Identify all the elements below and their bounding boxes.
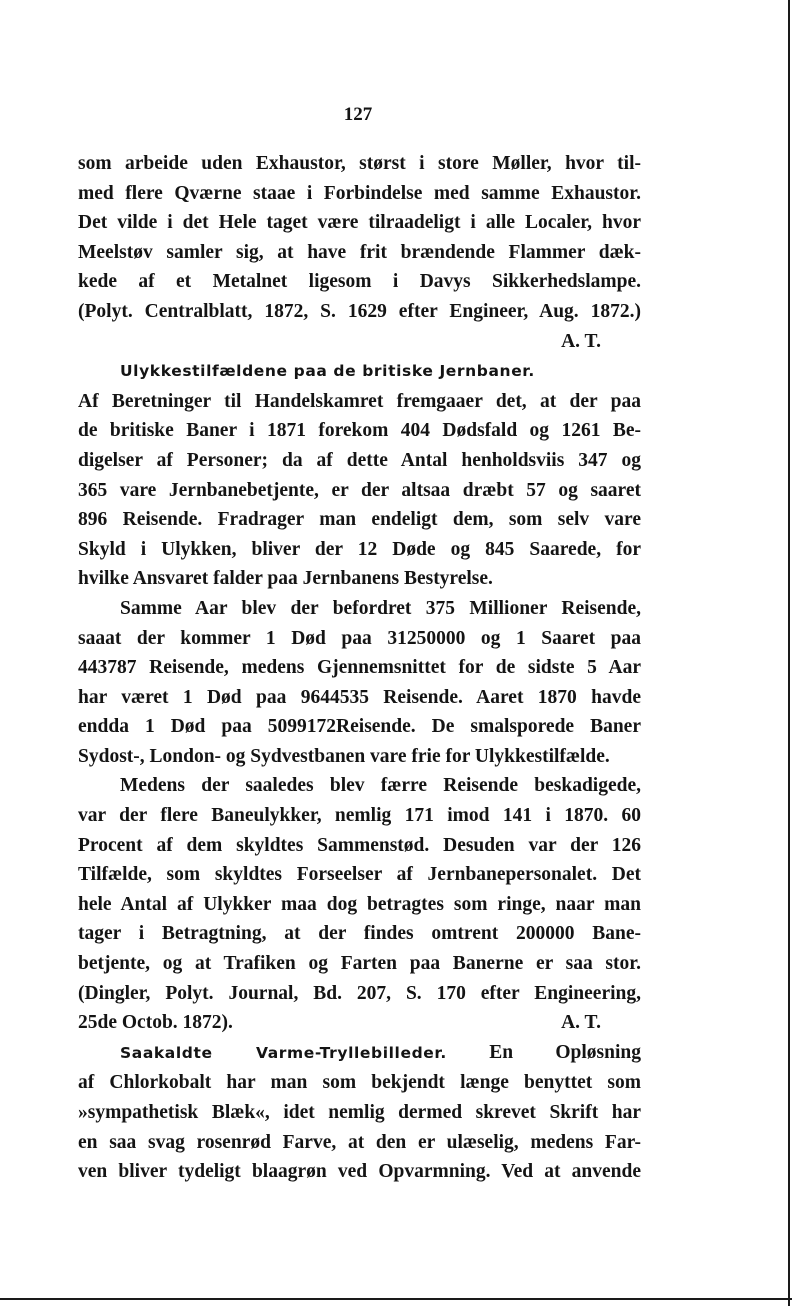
text-line: 365 vare Jernbanebetjente, er der altsaa dræbt 57 og saaret <box>78 479 641 501</box>
text-line: som arbeide uden Exhaustor, størst i store Møller, hvor til- <box>78 153 641 174</box>
text-line: har været 1 Død paa 9644535 Reisende. Aaret 1870 havde <box>78 686 641 708</box>
page-text <box>78 149 641 1187</box>
text-line: en saa svag rosenrød Farve, at den er ulæselig, medens Far- <box>78 1131 641 1153</box>
text-line: af Chlorkobalt har man som bekjendt længe benyttet som <box>78 1072 641 1094</box>
text-line: tager i Betragtning, at der findes omtrent 200000 Bane- <box>78 923 641 945</box>
section-heading-line <box>78 356 641 387</box>
text-line: med flere Qværne staae i Forbindelse med samme Exhaustor. <box>78 182 641 204</box>
text-line: Medens der saaledes blev færre Reisende beskadigede, <box>120 775 641 797</box>
text-fragment: En Opløsning <box>489 1041 641 1063</box>
text-line-with-signature <box>78 1008 641 1038</box>
text-line: hele Antal af Ulykker maa dog betragtes som ringe, naar man <box>78 893 641 915</box>
text-line: »sympathetisk Blæk«, idet nemlig dermed skrevet Skrift har <box>78 1102 641 1123</box>
text-line: Samme Aar blev der befordret 375 Millioner Reisende, <box>120 597 641 619</box>
text-line: (Dingler, Polyt. Journal, Bd. 207, S. 170 efter Engineering, <box>78 982 641 1004</box>
page-edge-bottom <box>0 1298 792 1300</box>
text-line: Sydost-, London- og Sydvestbanen vare frie for Ulykkestilfælde. <box>78 745 610 767</box>
text-line: Meelstøv samler sig, at have frit brændende Flammer dæk- <box>78 241 641 263</box>
text-fragment: 25de Octob. 1872). <box>78 1012 233 1034</box>
text-line: de britiske Baner i 1871 forekom 404 Dødsfald og 1261 Be- <box>78 420 641 442</box>
text-line: 896 Reisende. Fradrager man endeligt dem, som selv vare <box>78 509 641 531</box>
text-line: Tilfælde, som skyldtes Forseelser af Jernbanepersonalet. Det <box>78 864 641 886</box>
text-line: endda 1 Død paa 5099172Reisende. De smalsporede Baner <box>78 716 641 738</box>
text-line: Det vilde i det Hele taget være tilraadeligt i alle Localer, hvor <box>78 212 641 234</box>
text-line: digelser af Personer; da af dette Antal henholdsviis 347 og <box>78 449 641 471</box>
text-line: Procent af dem skyldtes Sammenstød. Desuden var der 126 <box>78 834 641 856</box>
section-heading-line <box>78 1038 641 1069</box>
author-signature: A. T. <box>561 330 601 352</box>
author-signature: A. T. <box>561 1012 601 1034</box>
text-line: betjente, og at Trafiken og Farten paa Banerne er saa stor. <box>78 953 641 975</box>
text-line: (Polyt. Centralblatt, 1872, S. 1629 efter Engineer, Aug. 1872.) <box>78 300 641 322</box>
section-heading: Ulykkestilfældene paa de britiske Jernbaner. <box>120 362 535 381</box>
text-line: var der flere Baneulykker, nemlig 171 imod 141 i 1870. 60 <box>78 805 641 827</box>
page-number: 127 <box>343 104 373 125</box>
text-line: saaat der kommer 1 Død paa 31250000 og 1 Saaret paa <box>78 627 641 649</box>
text-line: hvilke Ansvaret falder paa Jernbanens Bestyrelse. <box>78 568 493 590</box>
page-edge-right <box>788 0 790 1306</box>
text-line: ven bliver tydeligt blaagrøn ved Opvarmning. Ved at anvende <box>78 1161 641 1183</box>
text-line: Skyld i Ulykken, bliver der 12 Døde og 845 Saarede, for <box>78 538 641 560</box>
text-line: 443787 Reisende, medens Gjennemsnittet for de sidste 5 Aar <box>78 657 641 679</box>
section-heading: Saakaldte Varme-Tryllebilleder. <box>120 1043 447 1062</box>
text-line: Af Beretninger til Handelskamret fremgaaer det, at der paa <box>78 390 641 412</box>
text-line: kede af et Metalnet ligesom i Davys Sikkerhedslampe. <box>78 271 641 293</box>
